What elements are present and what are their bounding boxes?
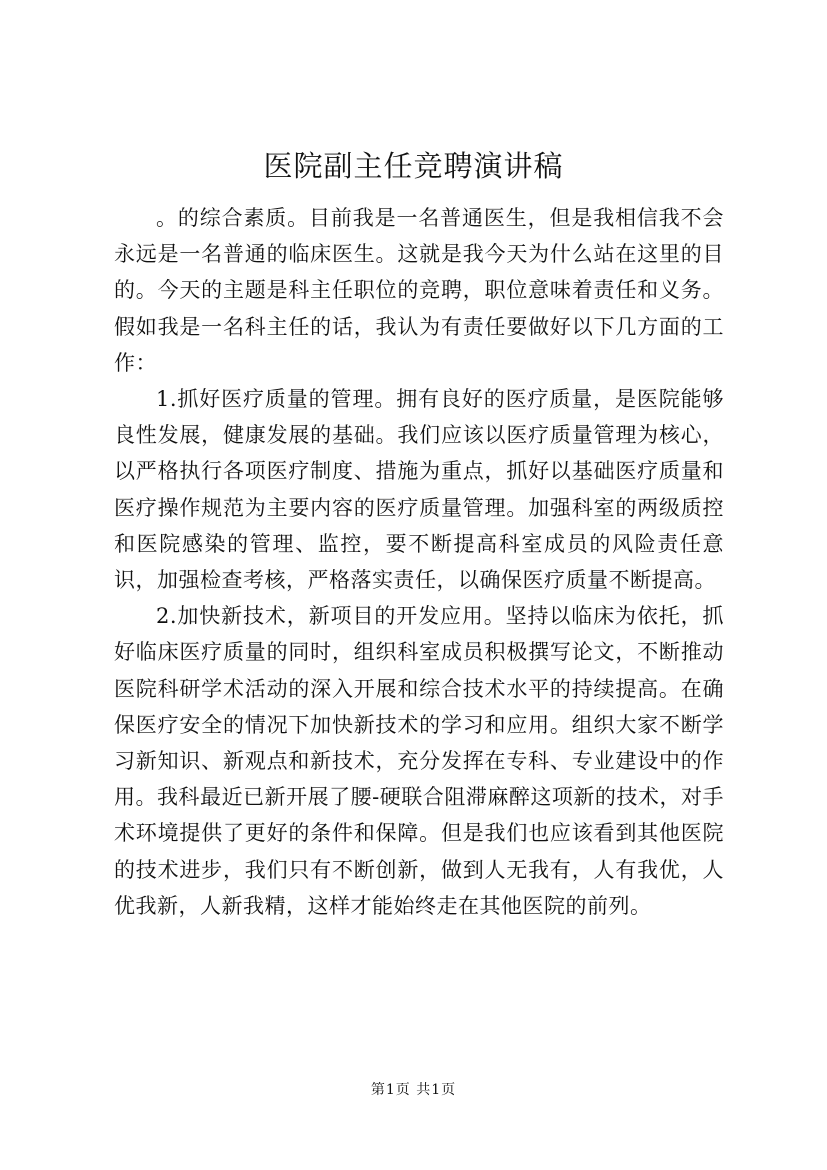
- page-footer: 第1页 共1页: [370, 1082, 457, 1098]
- paragraph-intro: 。的综合素质。目前我是一名普通医生，但是我相信我不会永远是一名普通的临床医生。这就是我今天为什么站在这里的目的。今天的主题是科主任职位的竞聘，职位意味着责任和义务。假如我是一名科主任的话，我认为有责任要做好以下几方面的工作：: [114, 206, 724, 375]
- paragraph-quality-management: 1.抓好医疗质量的管理。拥有良好的医疗质量，是医院能够良性发展，健康发展的基础。我们应该以医疗质量管理为核心，以严格执行各项医疗制度、措施为重点，抓好以基础医疗质量和医疗操作规范为主要内容的医疗质量管理。加强科室的两级质控和医院感染的管理、监控，要不断提高科室成员的风险责任意识，加强检查考核，严格落实责任，以确保医疗质量不断提高。: [114, 387, 724, 593]
- paragraph-new-technology: 2.加快新技术，新项目的开发应用。坚持以临床为依托，抓好临床医疗质量的同时，组织科室成员积极撰写论文，不断推动医院科研学术活动的深入开展和综合技术水平的持续提高。在确保医疗安全的情况下加快新技术的学习和应用。组织大家不断学习新知识、新观点和新技术，充分发挥在专科、专业建设中的作用。我科最近已新开展了腰-硬联合阻滞麻醉这项新的技术，对手术环境提供了更好的条件和保障。但是我们也应该看到其他医院的技术进步，我们只有不断创新，做到人无我有，人有我优，人优我新，人新我精，这样才能始终走在其他医院的前列。: [114, 604, 724, 918]
- document-body: [114, 200, 724, 924]
- document-title: 医院副主任竞聘演讲稿: [263, 149, 564, 183]
